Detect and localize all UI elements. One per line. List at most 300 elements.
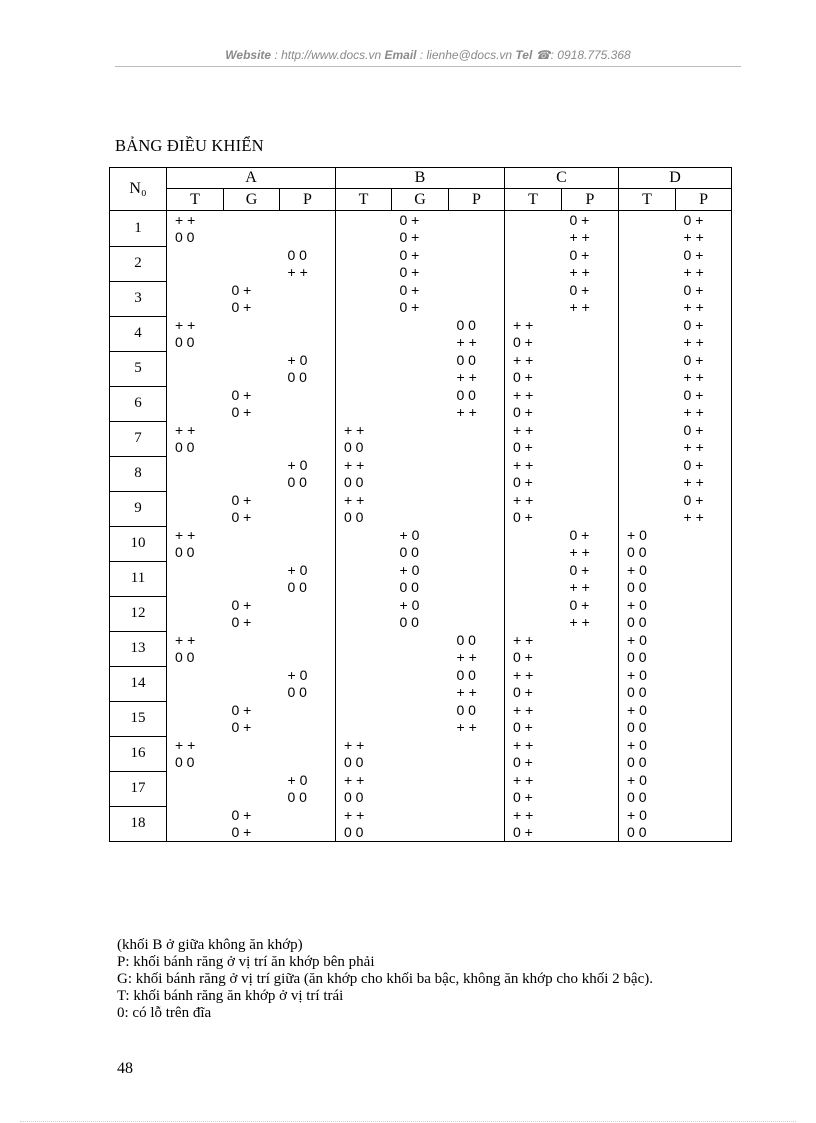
table-cell	[676, 666, 732, 701]
hole-pattern: 0 + 0 +	[231, 702, 252, 735]
hole-pattern: 0 + + +	[683, 282, 704, 315]
hole-pattern	[619, 386, 676, 387]
hole-pattern: + + 0 0	[344, 807, 365, 840]
hole-pattern	[619, 281, 676, 282]
table-cell	[336, 666, 392, 701]
hole-pattern: 0 0 + +	[456, 352, 477, 385]
hole-pattern: + 0 0 0	[627, 562, 647, 595]
hole-pattern: + 0 0 0	[627, 527, 647, 560]
hole-pattern	[336, 386, 392, 387]
hole-pattern	[562, 421, 619, 422]
table-cell	[505, 596, 562, 631]
hole-pattern: 0 0 + +	[456, 702, 477, 735]
table-cell	[619, 386, 676, 421]
group-header-c: C	[505, 168, 619, 189]
hole-pattern	[224, 736, 280, 737]
table-row	[110, 806, 732, 842]
table-cell	[619, 211, 676, 247]
table-cell	[280, 246, 336, 281]
table-cell	[280, 666, 336, 701]
table-cell	[392, 456, 449, 491]
hole-pattern: 0 + + +	[683, 317, 704, 350]
table-cell	[562, 771, 619, 806]
hole-pattern	[224, 631, 280, 632]
table-cell	[676, 351, 732, 386]
table-cell	[449, 526, 505, 561]
hole-pattern	[167, 491, 224, 492]
hole-pattern	[676, 631, 732, 632]
table-cell	[280, 456, 336, 491]
hole-pattern: + 0 0 0	[399, 527, 420, 560]
table-cell	[224, 421, 280, 456]
table-row	[110, 736, 732, 771]
table-cell	[336, 596, 392, 631]
table-cell	[676, 771, 732, 806]
table-cell	[505, 386, 562, 421]
table-cell	[336, 351, 392, 386]
row-number: 17	[110, 771, 167, 806]
table-cell	[336, 701, 392, 736]
table-cell	[392, 281, 449, 316]
table-row	[110, 666, 732, 701]
hole-pattern: 0 0 + +	[456, 632, 477, 665]
hole-pattern: + 0 0 0	[287, 772, 308, 805]
table-cell	[619, 631, 676, 666]
hole-pattern: 0 + + +	[683, 422, 704, 455]
table-cell	[224, 211, 280, 247]
hole-pattern: 0 + + +	[569, 527, 590, 560]
table-cell	[562, 806, 619, 842]
table-cell	[280, 561, 336, 596]
table-cell	[619, 596, 676, 631]
hole-pattern	[449, 561, 505, 562]
hole-pattern: + + 0 +	[513, 772, 534, 805]
table-cell	[280, 631, 336, 666]
hole-pattern	[449, 526, 505, 527]
table-cell	[224, 316, 280, 351]
hole-pattern	[676, 526, 732, 527]
hole-pattern	[280, 526, 336, 527]
hole-pattern	[449, 806, 505, 807]
table-cell	[449, 736, 505, 771]
table-cell	[280, 526, 336, 561]
hole-pattern	[505, 526, 562, 527]
hole-pattern	[392, 806, 449, 807]
hole-pattern	[505, 211, 562, 212]
hole-pattern: + 0 0 0	[399, 562, 420, 595]
table-cell	[619, 526, 676, 561]
table-cell	[336, 806, 392, 842]
table-cell	[449, 211, 505, 247]
hole-pattern: 0 + + +	[683, 352, 704, 385]
table-cell	[392, 771, 449, 806]
table-row	[110, 211, 732, 247]
hole-pattern	[619, 351, 676, 352]
hole-pattern	[167, 246, 224, 247]
page-number: 48	[117, 1060, 133, 1077]
table-cell	[280, 386, 336, 421]
table-row	[110, 561, 732, 596]
table-cell	[336, 316, 392, 351]
hole-pattern	[676, 596, 732, 597]
hole-pattern: + + 0 0	[175, 317, 196, 350]
table-cell	[392, 421, 449, 456]
table-cell	[562, 736, 619, 771]
row-number: 5	[110, 351, 167, 386]
hole-pattern: + 0 0 0	[627, 597, 647, 630]
footnote: P: khối bánh răng ở vị trí ăn khớp bên phải	[117, 954, 375, 970]
hole-pattern	[336, 316, 392, 317]
hole-pattern: + 0 0 0	[627, 667, 647, 700]
hole-pattern: 0 + + +	[683, 247, 704, 280]
table-cell	[224, 701, 280, 736]
hole-pattern	[562, 491, 619, 492]
table-cell	[224, 631, 280, 666]
table-cell	[336, 421, 392, 456]
row-number: 16	[110, 736, 167, 771]
row-number: 6	[110, 386, 167, 421]
hole-pattern: 0 + + +	[683, 387, 704, 420]
table-row	[110, 631, 732, 666]
hole-pattern	[449, 736, 505, 737]
table-cell	[449, 351, 505, 386]
hole-pattern	[676, 561, 732, 562]
hole-pattern	[676, 701, 732, 702]
hole-pattern	[392, 631, 449, 632]
table-cell	[224, 596, 280, 631]
table-cell	[392, 806, 449, 842]
footnote: T: khối bánh răng ăn khớp ở vị trí trái	[117, 988, 344, 1004]
hole-pattern	[619, 491, 676, 492]
table-cell	[280, 491, 336, 526]
hole-pattern: + + 0 +	[513, 807, 534, 840]
table-cell	[392, 351, 449, 386]
table-cell	[619, 666, 676, 701]
hole-pattern	[449, 596, 505, 597]
table-cell	[505, 666, 562, 701]
table-cell	[676, 316, 732, 351]
table-cell	[224, 666, 280, 701]
phone-icon: ☎	[535, 48, 551, 62]
hole-pattern: + + 0 0	[175, 527, 196, 560]
hole-pattern: + + 0 +	[513, 667, 534, 700]
hole-pattern: + + 0 0	[175, 737, 196, 770]
table-cell	[449, 666, 505, 701]
table-cell	[505, 211, 562, 247]
table-cell	[167, 316, 224, 351]
hole-pattern	[562, 386, 619, 387]
table-cell	[619, 316, 676, 351]
table-cell	[167, 456, 224, 491]
table-cell	[392, 736, 449, 771]
row-number: 1	[110, 211, 167, 247]
website-value: : http://www.docs.vn	[274, 48, 382, 62]
table-row	[110, 281, 732, 316]
table-cell	[619, 736, 676, 771]
table-cell	[505, 701, 562, 736]
table-cell	[676, 736, 732, 771]
table-row	[110, 386, 732, 421]
table-cell	[676, 491, 732, 526]
table-cell	[167, 666, 224, 701]
hole-pattern	[392, 666, 449, 667]
table-cell	[562, 701, 619, 736]
subcolumn-header: P	[449, 189, 505, 211]
table-cell	[562, 526, 619, 561]
table-row	[110, 596, 732, 631]
hole-pattern: + 0 0 0	[287, 562, 308, 595]
subcolumn-header: P	[676, 189, 732, 211]
hole-pattern	[224, 246, 280, 247]
row-number: 15	[110, 701, 167, 736]
hole-pattern: + 0 0 0	[287, 352, 308, 385]
table-cell	[392, 211, 449, 247]
hole-pattern	[224, 421, 280, 422]
hole-pattern	[392, 421, 449, 422]
table-cell	[676, 211, 732, 247]
table-cell	[392, 491, 449, 526]
hole-pattern	[280, 596, 336, 597]
table-cell	[449, 386, 505, 421]
hole-pattern	[224, 561, 280, 562]
table-cell	[224, 386, 280, 421]
table-cell	[562, 386, 619, 421]
table-cell	[676, 386, 732, 421]
hole-pattern	[167, 666, 224, 667]
hole-pattern: + 0 0 0	[627, 632, 647, 665]
table-cell	[505, 771, 562, 806]
table-cell	[449, 596, 505, 631]
hole-pattern	[336, 526, 392, 527]
hole-pattern: + + 0 +	[513, 457, 534, 490]
email-value: : lienhe@docs.vn	[419, 48, 513, 62]
hole-pattern	[336, 701, 392, 702]
hole-pattern: 0 + 0 +	[231, 597, 252, 630]
table-cell	[224, 561, 280, 596]
hole-pattern: 0 + 0 +	[231, 492, 252, 525]
table-cell	[336, 211, 392, 247]
hole-pattern	[336, 246, 392, 247]
hole-pattern	[392, 351, 449, 352]
hole-pattern	[224, 351, 280, 352]
hole-pattern	[449, 491, 505, 492]
subcolumn-header: P	[280, 189, 336, 211]
hole-pattern	[562, 631, 619, 632]
hole-pattern	[562, 351, 619, 352]
hole-pattern: + + 0 0	[344, 772, 365, 805]
row-number: 8	[110, 456, 167, 491]
hole-pattern	[280, 281, 336, 282]
table-cell	[336, 281, 392, 316]
table-row	[110, 316, 732, 351]
table-cell	[392, 596, 449, 631]
hole-pattern	[280, 491, 336, 492]
row-number: 14	[110, 666, 167, 701]
hole-pattern	[505, 246, 562, 247]
hole-pattern: + + 0 0	[344, 422, 365, 455]
table-cell	[449, 771, 505, 806]
hole-pattern: 0 + 0 +	[231, 807, 252, 840]
table-cell	[449, 281, 505, 316]
table-cell	[392, 316, 449, 351]
row-number: 3	[110, 281, 167, 316]
table-cell	[336, 386, 392, 421]
table-cell	[280, 806, 336, 842]
footnotes	[117, 937, 737, 1022]
table-cell	[392, 386, 449, 421]
table-cell	[562, 281, 619, 316]
hole-pattern	[167, 386, 224, 387]
hole-pattern	[562, 736, 619, 737]
hole-pattern	[676, 666, 732, 667]
table-cell	[676, 561, 732, 596]
table-cell	[336, 631, 392, 666]
row-number: 9	[110, 491, 167, 526]
table-cell	[167, 596, 224, 631]
table-cell	[280, 316, 336, 351]
hole-pattern: + 0 0 0	[627, 807, 647, 840]
table-cell	[224, 491, 280, 526]
table-cell	[392, 701, 449, 736]
hole-pattern	[167, 806, 224, 807]
table-cell	[280, 421, 336, 456]
hole-pattern	[224, 666, 280, 667]
hole-pattern	[619, 246, 676, 247]
table-cell	[392, 561, 449, 596]
subcolumn-header: T	[619, 189, 676, 211]
table-cell	[676, 526, 732, 561]
hole-pattern	[562, 456, 619, 457]
table-cell	[505, 246, 562, 281]
table-cell	[449, 491, 505, 526]
table-cell	[336, 456, 392, 491]
table-row	[110, 351, 732, 386]
hole-pattern	[224, 316, 280, 317]
hole-pattern	[336, 596, 392, 597]
hole-pattern	[224, 771, 280, 772]
hole-pattern: + 0 0 0	[287, 457, 308, 490]
hole-pattern: 0 + 0 +	[399, 247, 420, 280]
hole-pattern: + + 0 0	[175, 212, 196, 245]
table-cell	[505, 316, 562, 351]
table-cell	[562, 421, 619, 456]
table-cell	[505, 351, 562, 386]
hole-pattern	[676, 771, 732, 772]
table-cell	[562, 246, 619, 281]
table-cell	[167, 701, 224, 736]
group-header-a: A	[167, 168, 336, 189]
table-cell	[336, 561, 392, 596]
row-number: 13	[110, 631, 167, 666]
table-cell	[449, 561, 505, 596]
hole-pattern	[505, 596, 562, 597]
hole-pattern: 0 + 0 +	[231, 387, 252, 420]
hole-pattern: 0 + + +	[569, 247, 590, 280]
table-cell	[562, 211, 619, 247]
hole-pattern: 0 + 0 +	[231, 282, 252, 315]
row-number: 18	[110, 806, 167, 842]
table-cell	[562, 596, 619, 631]
hole-pattern: + + 0 +	[513, 352, 534, 385]
table-cell	[167, 211, 224, 247]
control-table	[109, 167, 732, 842]
footnote: G: khối bánh răng ở vị trí giữa (ăn khớp cho khối ba bậc, không ăn khớp cho khối 2 bậc).	[117, 971, 653, 987]
table-cell	[505, 806, 562, 842]
hole-pattern	[619, 211, 676, 212]
table-cell	[224, 771, 280, 806]
hole-pattern: 0 + + +	[569, 212, 590, 245]
hole-pattern	[167, 596, 224, 597]
table-row	[110, 421, 732, 456]
footer-rule	[20, 1121, 796, 1122]
table-cell	[505, 456, 562, 491]
hole-pattern	[167, 456, 224, 457]
table-cell	[336, 736, 392, 771]
table-cell	[505, 631, 562, 666]
subcolumn-header: T	[336, 189, 392, 211]
hole-pattern: 0 0 + +	[287, 247, 308, 280]
table-row	[110, 246, 732, 281]
hole-pattern	[280, 386, 336, 387]
hole-pattern	[449, 421, 505, 422]
table-cell	[336, 771, 392, 806]
table-cell	[167, 806, 224, 842]
table-cell	[619, 806, 676, 842]
table-cell	[619, 351, 676, 386]
table-cell	[336, 526, 392, 561]
hole-pattern: + + 0 +	[513, 422, 534, 455]
table-cell	[449, 316, 505, 351]
table-cell	[619, 561, 676, 596]
table-cell	[619, 421, 676, 456]
hole-pattern: 0 0 + +	[456, 667, 477, 700]
subcolumn-header: T	[167, 189, 224, 211]
table-cell	[505, 561, 562, 596]
hole-pattern: + + 0 +	[513, 492, 534, 525]
table-cell	[280, 351, 336, 386]
hole-pattern	[562, 771, 619, 772]
table-cell	[392, 666, 449, 701]
table-cell	[562, 561, 619, 596]
table-cell	[224, 456, 280, 491]
hole-pattern: + 0 0 0	[287, 667, 308, 700]
table-cell	[280, 701, 336, 736]
table-cell	[676, 806, 732, 842]
hole-pattern: + + 0 0	[175, 632, 196, 665]
hole-pattern: 0 + 0 +	[399, 282, 420, 315]
hole-pattern	[392, 771, 449, 772]
subcolumn-header: P	[562, 189, 619, 211]
table-cell	[619, 456, 676, 491]
page-header	[115, 48, 741, 62]
table-cell	[619, 701, 676, 736]
hole-pattern	[619, 316, 676, 317]
tel-value: : 0918.775.368	[550, 48, 631, 62]
hole-pattern: + + 0 0	[344, 457, 365, 490]
table-cell	[167, 281, 224, 316]
table-cell	[167, 526, 224, 561]
hole-pattern	[336, 666, 392, 667]
hole-pattern	[449, 281, 505, 282]
hole-pattern	[167, 281, 224, 282]
table-cell	[224, 526, 280, 561]
table-cell	[449, 701, 505, 736]
table-cell	[505, 281, 562, 316]
table-cell	[505, 421, 562, 456]
table-cell	[505, 491, 562, 526]
hole-pattern	[280, 806, 336, 807]
subcolumn-header: G	[392, 189, 449, 211]
